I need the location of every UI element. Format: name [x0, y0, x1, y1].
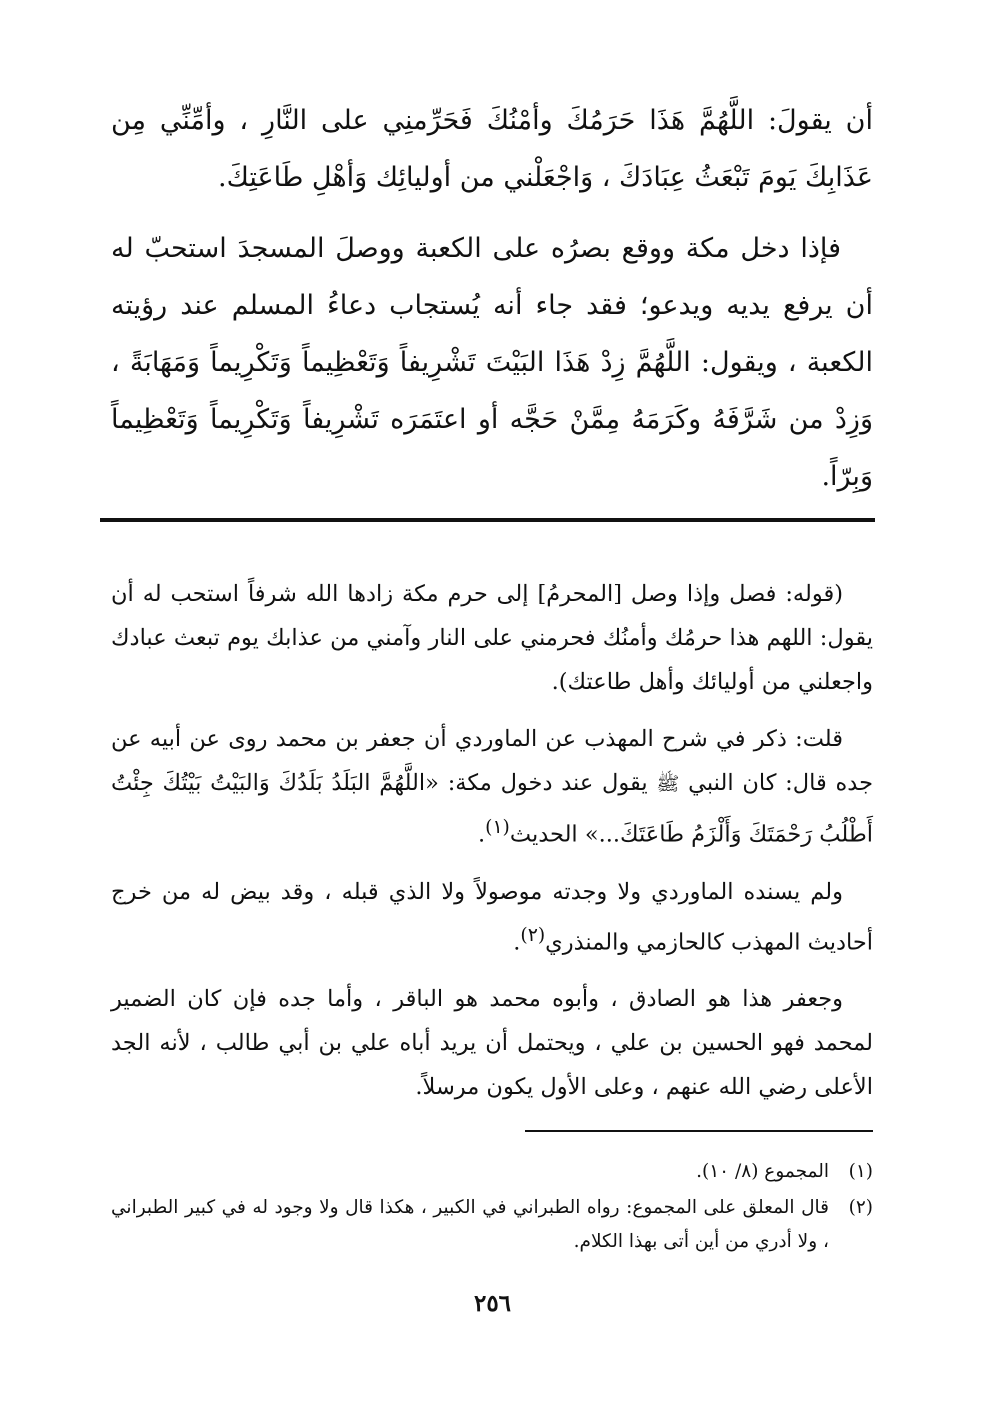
footnote-text: قال المعلق على المجموع: رواه الطبراني في الكبير ، هكذا قال ولا وجود له في كبير الطبراني ، ولا أدري من أين أتى بهذا الكلام.	[111, 1197, 829, 1252]
commentary-paragraph	[111, 870, 873, 965]
footnote-number: (١)	[848, 1161, 873, 1182]
footnote-text: المجموع (٨/ ١٠).	[696, 1161, 829, 1182]
footnotes	[111, 1155, 873, 1261]
footnote-separator	[525, 1130, 873, 1132]
commentary-text	[111, 572, 873, 1122]
commentary-text-segment: يقول عند دخول مكة: «اللَّهُمَّ البَلَدُ بَلَدُكَ وَالبَيْتُ بَيْتُكَ جِئْتُ أَطْلُبُ رَحْمَتَكَ وَأَلْزَمُ طَاعَتَكَ...» الحديث	[111, 770, 873, 848]
punctuation: .	[477, 821, 486, 848]
salutation-glyph: ﷺ	[656, 773, 680, 795]
commentary-text-segment: ولم يسنده الماوردي ولا وجدته موصولاً ولا الذي قبله ، وقد بيض له من خرج أحاديث المهذب كالحازمي والمنذري	[111, 878, 873, 955]
page-number: ٢٥٦	[473, 1290, 512, 1317]
footnote-item	[111, 1155, 873, 1189]
commentary-paragraph: (قوله: فصل وإذا وصل [المحرمُ] إلى حرم مكة زادها الله شرفاً استحب له أن يقول: اللهم هذا حرمُك وأمنُك فحرمني على النار وآمني من عذابك يوم تبعث عبادك واجعلني من أوليائك وأهل طاعتك).	[111, 581, 873, 695]
footnote-reference[interactable]: (١)	[485, 817, 510, 838]
footnote-item	[111, 1191, 873, 1259]
commentary-paragraph: وجعفر هذا هو الصادق ، وأبوه محمد هو الباقر ، وأما جده فإن كان الضمير لمحمد فهو الحسين بن علي ، ويحتمل أن يريد أباه علي بن أبي طالب ، لأنه الجد الأعلى رضي الله عنهم ، وعلى الأول يكون مرسلاً.	[111, 986, 873, 1100]
section-divider	[100, 518, 875, 522]
punctuation: .	[513, 929, 521, 955]
footnote-number: (٢)	[848, 1197, 873, 1218]
commentary-text-segment: قلت: ذكر في شرح المهذب عن الماوردي أن جعفر بن محمد روى عن أبيه عن جده قال: كان النبي	[111, 726, 873, 796]
main-text	[111, 92, 873, 519]
footnote-reference[interactable]: (٢)	[520, 924, 546, 946]
commentary-paragraph	[111, 717, 873, 857]
main-paragraph: فإذا دخل مكة ووقع بصرُه على الكعبة ووصلَ المسجدَ استحبّ له أن يرفع يديه ويدعو؛ فقد جاء أنه يُستجاب دعاءُ المسلم عند رؤيته الكعبة ، ويقول: اللَّهُمَّ زِدْ هَذَا البَيْتَ تَشْرِيفاً وَتَعْظِيماً وَتَكْرِيماً وَمَهَابَةً ، وَزِدْ من شَرَّفَهُ وكَرَمَهُ مِمَّنْ حَجَّه أو اعتَمَرَه تَشْرِيفاً وَتَكْرِيماً وَتَعْظِيماً وَبِرّاً.	[111, 233, 873, 492]
main-paragraph: أن يقولَ: اللَّهُمَّ هَذَا حَرَمُكَ وأمْنُكَ فَحَرِّمنِي على النَّارِ ، وأمِّنِّي مِن عَذَابِكَ يَومَ تَبْعَثُ عِبَادَكَ ، وَاجْعَلْني من أوليائِك وَأهْلِ طَاعَتِكَ.	[111, 105, 873, 193]
